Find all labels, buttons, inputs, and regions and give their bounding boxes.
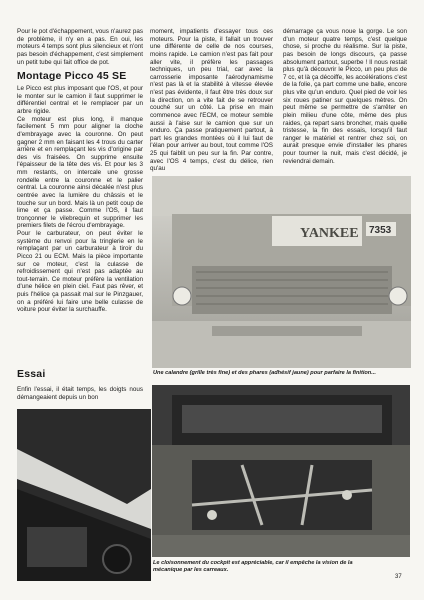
photo-caption: Le cloisonnement du cockpit est appréciable, car il empêche la vision de la mécanique par les carreaux. <box>153 560 353 573</box>
paragraph: moment, impatients d'essayer tous ces moteurs. Pour la piste, il fallait un trouver une différente de celle de nos courses, moins rapide. Le camion n'est pas fait pour aller vite, il préfère les passages techniques, un peu trial, car avec la carrosserie imposante l'aérodynamisme n'est pas là et la stabilité à vitesse élevée n'est pas évidente, il faut être très doux sur la direction, on a vite fait de se retrouver couché sur un côté. La prise en main commence avec l'ECM, ce moteur semble aussi à l'aise sur le camion que sur un enduro. Ça passe pratiquement partout, à part les grandes montées où il lui faut de l'élan pour arriver au bout, tout comme l'OS 25 qui faiblit un peu sur la fin. Par contre, avec l'OS 4 temps, c'est du délice, rien qu'au <box>150 28 273 173</box>
column-2 <box>150 28 273 173</box>
paragraph: Pour le carburateur, on peut éviter le système du renvoi pour la tringlerie en le remplaçant par un carburateur à tiroir du Picco 21 ou ECM. Mais la pièce importante sur ce moteur, c'est la culasse de refroidissement qui n'est pas adaptée au tout-terrain. Ce moteur préfère la ventilation d'une hélice en plein ciel. Faut pas rêver, et puis l'hélice ça passait mal sur le Pinzgauer, on a préféré lui faire une belle culasse de voiture pour éviter la surchauffe. <box>17 230 143 314</box>
paragraph: Enfin l'essai, il était temps, les doigts nous démangeaient depuis un bon <box>17 386 143 401</box>
cockpit-photo <box>152 385 410 557</box>
column-3 <box>283 28 407 165</box>
essai-section <box>17 364 143 408</box>
page-number: 37 <box>395 574 402 580</box>
essai-heading: Essai <box>17 368 46 380</box>
section-heading: Montage Picco 45 SE <box>17 70 127 83</box>
truck-number-text: 7353 <box>369 225 392 236</box>
truck-grille-photo <box>152 176 411 368</box>
paragraph: Le Picco est plus imposant que l'OS, et pour le monter sur le camion il faut supprimer le différentiel central et le remplacer par un arbre rigide. <box>17 85 143 115</box>
photo-caption: Une calandre (grille très fine) et des phares (adhésif jaune) pour parfaire la finition... <box>153 370 376 376</box>
paragraph: démarrage ça vous noue la gorge. Le son d'un moteur quatre temps, c'est quelque chose, si proche du réalisme. Sur la piste, pas besoin de longs discours, ça passe absolument partout, superbe ! Il nous restait plus qu'à découvrir le Picco, un peu plus de 7 cc, et là ça décoiffe, les accélérations c'est de la folie, ça part comme une balle, encore plus vite qu'un enduro. Quel pied de voir les six roues patiner sur quelques mètres. On peut même se permettre de s'arrêter en plein milieu d'une côte, même des plus raides, ça repart sans broncher, mais quelle tristesse, la fin des essais, lorsqu'il faut ranger le matériel et rentrer chez soi, on aurait presque envie d'installer les phares pour tourner la nuit, mais c'est décidé, je reviendrai demain. <box>283 28 407 165</box>
paragraph: Pour le pot d'échappement, vous n'aurez pas de problème, il n'y en a pas. En oui, les moteurs 4 temps sont plus silencieux et n'ont pas besoin d'échappement, c'est simplement un petit tube qui fait office de pot. <box>17 28 143 66</box>
paragraph: Ce moteur est plus long, il manque facilement 5 mm pour aligner la cloche d'embrayage avec la couronne. On peut gagner 2 mm en faisant les 4 trous du carter arrière et en remplaçant les vis d'origine par des vis fraisées. On supprime ensuite l'épaisseur de la tête des vis. Et pour les 3 mm restants, on intercale une grosse rondelle entre la couronne et le palier central. La couronne ainsi décalée n'est plus centrée avec la lumière du châssis et le touche sur un bord. Mais là un petit coup de lime et ça passe. Comme l'OS, il faut tronçonner le vilebrequin et supprimer les premiers filets de l'écrou d'embrayage. <box>17 115 143 230</box>
column-1 <box>17 28 143 314</box>
truck-logo-text: YANKEE <box>300 226 359 241</box>
chassis-detail-photo <box>17 409 151 581</box>
